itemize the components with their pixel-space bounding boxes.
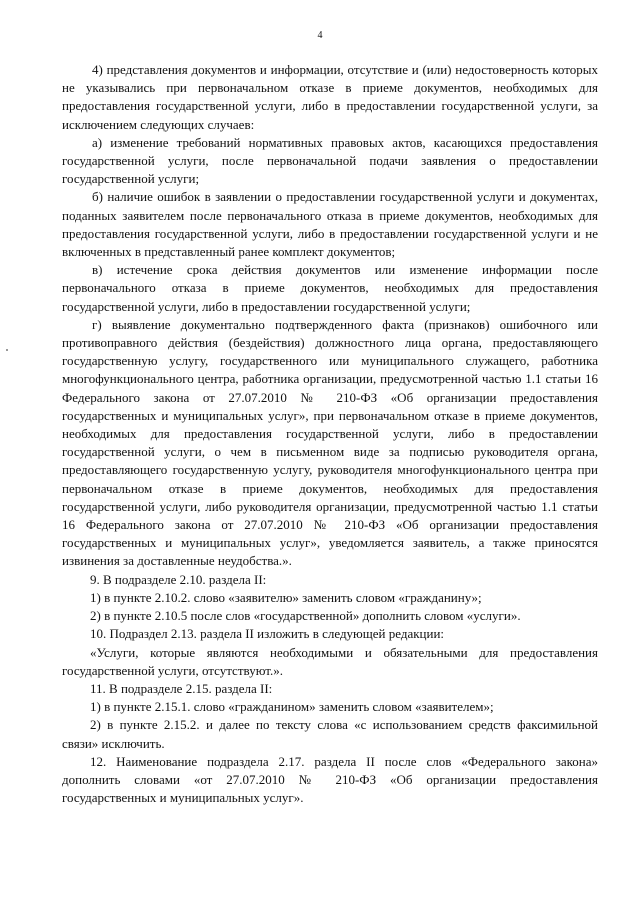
paragraph-section-11-item-1: 1) в пункте 2.15.1. слово «гражданином» заменить словом «заявителем»; [90, 699, 494, 715]
paragraph-section-10: 10. Подраздел 2.13. раздела II изложить в следующей редакции: [90, 626, 445, 642]
document-body [62, 61, 598, 807]
paragraph-section-9-item-2: 2) в пункте 2.10.5 после слов «государственной» дополнить словом «услуги». [90, 608, 521, 624]
paragraph-subitem-a: а) изменение требований нормативных правовых актов, касающихся предоставления государственной услуги, после первоначальной подачи заявления о предоставлении государственной услуги; [62, 134, 598, 187]
paragraph-section-9-item-1: 1) в пункте 2.10.2. слово «заявителю» заменить словом «гражданину»; [90, 589, 482, 605]
paragraph-section-10-quote: «Услуги, которые являются необходимыми и обязательными для предоставления государственной услуги, отсутствуют.». [62, 644, 598, 678]
paragraph-subitem-g: г) выявление документально подтвержденного факта (признаков) ошибочного или противоправного действия (бездействия) должностного лица органа, предоставляющего государственную услугу, государственного или муниципального служащего, работника многофункционального центра, работника организации, предусмотренной частью 1.1 статьи 16 Федерального закона от 27.07.2010 № 210-ФЗ «Об организации предоставления государственных и муниципальных услуг», при первоначальном отказе в приеме документов, необходимых для предоставления государственной услуги, либо в предоставлении государственной услуги, о чем в письменном виде за подписью руководителя органа, предоставляющего государственную услугу, руководителя многофункционального центра при первоначальном отказе в приеме документов, необходимых для предоставления государственной услуги, либо руководителя организации, предусмотренной частью 1.1 статьи 16 Федерального закона от 27.07.2010 № 210-ФЗ «Об организации предоставления государственных и муниципальных услуг», уведомляется заявитель, а также приносятся извинения за доставленные неудобства.». [62, 316, 598, 569]
paragraph-section-11-item-2: 2) в пункте 2.15.2. и далее по тексту слова «с использованием средств факсимильной связи» исключить. [62, 717, 598, 751]
margin-mark [6, 349, 8, 351]
paragraph-section-9: 9. В подразделе 2.10. раздела II: [90, 571, 267, 587]
page-number: 4 [317, 30, 323, 41]
paragraph-section-11: 11. В подразделе 2.15. раздела II: [90, 680, 273, 696]
paragraph-item-4: 4) представления документов и информации, отсутствие и (или) недостоверность которых не указывались при первоначальном отказе в приеме документов, необходимых для предоставления государственной услуги, либо в предоставлении государственной услуги, за исключением следующих случаев: [62, 62, 598, 132]
paragraph-section-12: 12. Наименование подраздела 2.17. раздела II после слов «Федерального закона» дополнить словами «от 27.07.2010 № 210-ФЗ «Об организации предоставления государственных и муниципальных услуг». [62, 753, 598, 806]
paragraph-subitem-v: в) истечение срока действия документов или изменение информации после первоначального отказа в приеме документов, необходимых для предоставления государственной услуги, либо в предоставлении государственной услуги; [62, 262, 598, 314]
paragraph-subitem-b: б) наличие ошибок в заявлении о предоставлении государственной услуги и документах, поданных заявителем после первоначального отказа в приеме документов, необходимых для предоставления государственной услуги, либо в предоставлении государственной услуги и не включенных в представленный ранее комплект документов; [62, 189, 598, 260]
